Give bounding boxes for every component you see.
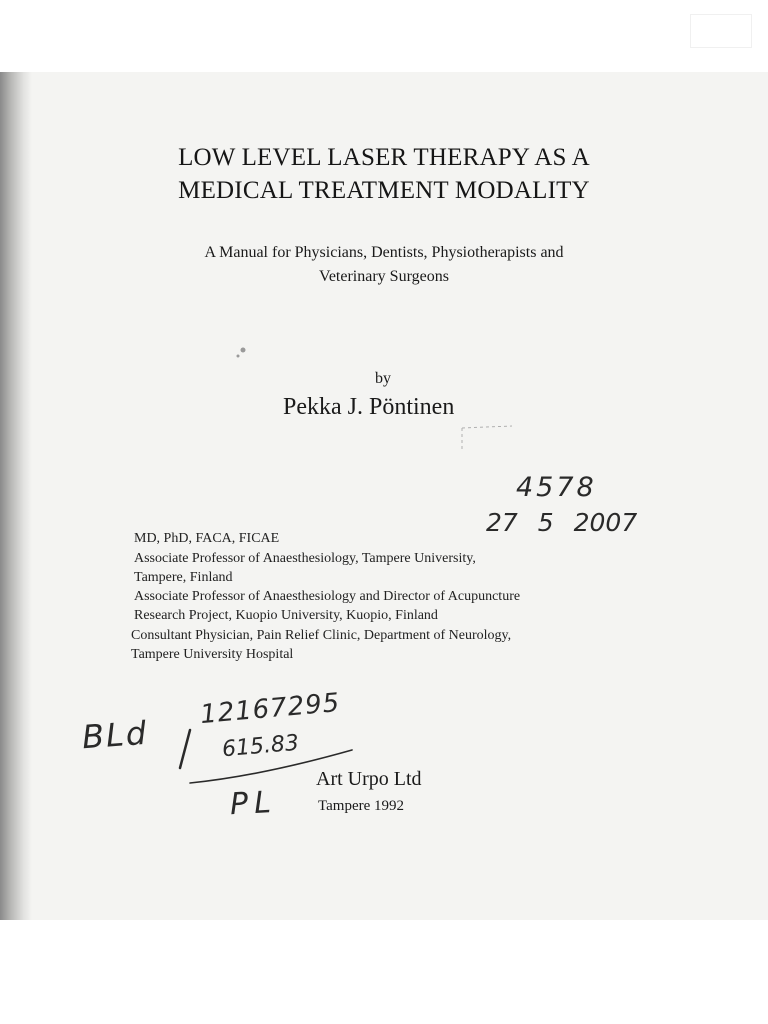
- title-line-1: LOW LEVEL LASER THERAPY AS A: [178, 144, 590, 171]
- speck-mark: [241, 348, 246, 353]
- publication-place-year: Tampere 1992: [318, 798, 405, 814]
- handwritten-number: 4578: [516, 472, 597, 503]
- handwritten-date: 27 5 2007: [486, 508, 638, 537]
- by-label: by: [375, 370, 391, 387]
- handwritten-initials: PL: [229, 784, 278, 823]
- title-line-2: MEDICAL TREATMENT MODALITY: [178, 177, 590, 204]
- handwritten-shelf-mark: BLd: [80, 713, 150, 757]
- handwritten-catalog-number: 12167295: [198, 687, 342, 731]
- faint-pencil-mark: [462, 426, 512, 452]
- credential-line: Tampere University Hospital: [131, 647, 294, 662]
- pen-stroke-underline: [190, 750, 352, 783]
- handwritten-classmark: 615.83: [221, 730, 300, 763]
- subtitle-line-1: A Manual for Physicians, Dentists, Physiotherapists and: [204, 244, 564, 261]
- speck-mark: [237, 355, 240, 358]
- credential-line: Associate Professor of Anaesthesiology and Director of Acupuncture: [134, 589, 521, 604]
- pen-stroke-divider: [180, 730, 190, 768]
- credential-line: Tampere, Finland: [134, 570, 233, 585]
- credential-line: Research Project, Kuopio University, Kuopio, Finland: [134, 608, 438, 623]
- subtitle-line-2: Veterinary Surgeons: [319, 268, 449, 285]
- credential-line: Consultant Physician, Pain Relief Clinic, Department of Neurology,: [131, 628, 512, 643]
- publisher-name: Art Urpo Ltd: [316, 768, 422, 790]
- author-name: Pekka J. Pöntinen: [283, 394, 455, 420]
- credential-line: MD, PhD, FACA, FICAE: [134, 531, 280, 546]
- credential-line: Associate Professor of Anaesthesiology, Tampere University,: [134, 551, 476, 566]
